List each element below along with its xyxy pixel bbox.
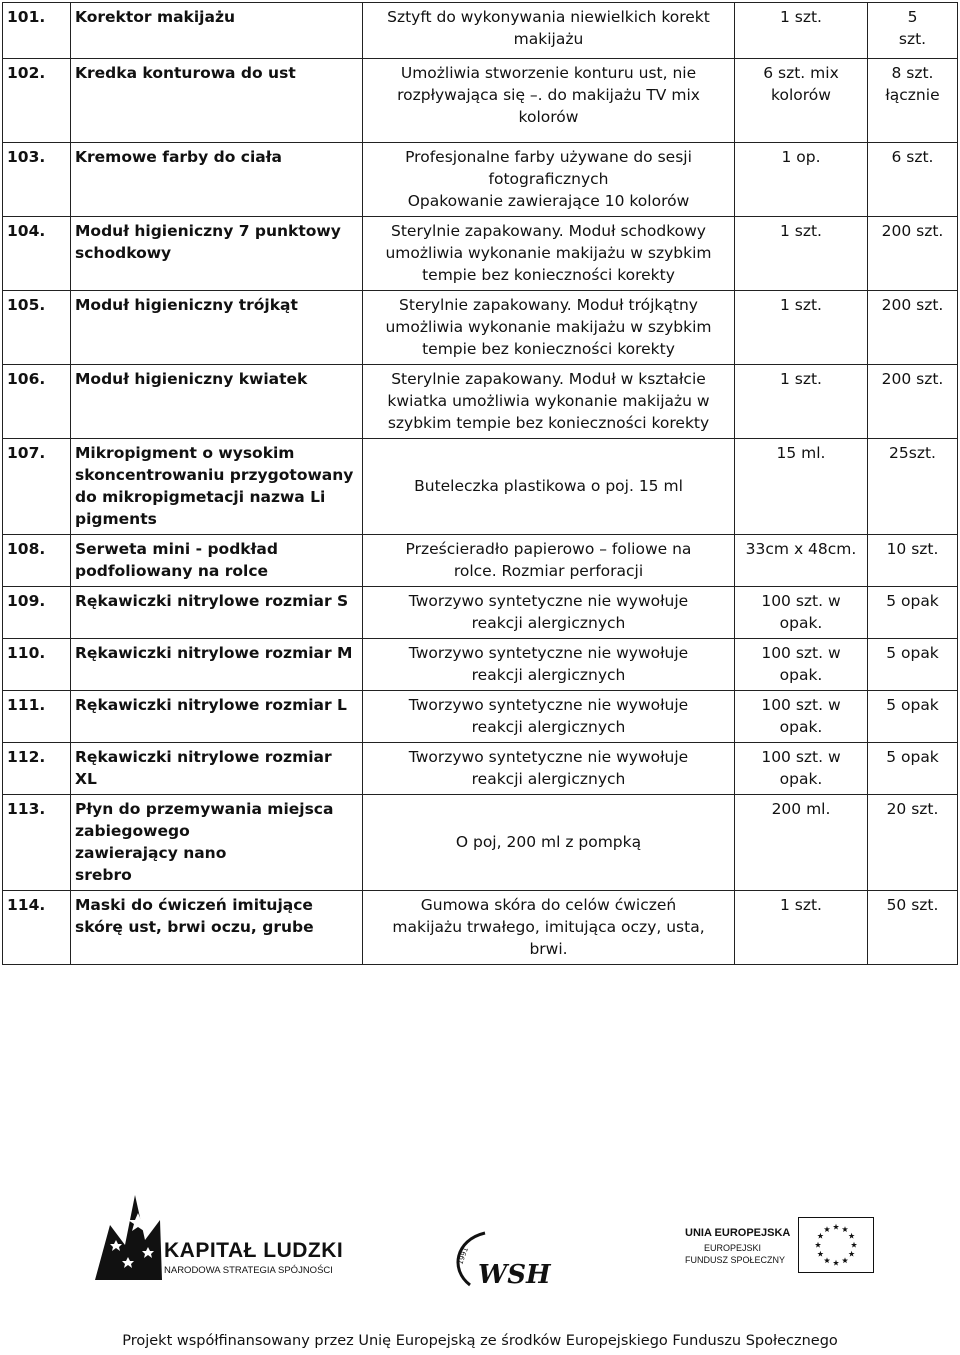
table-row: [3, 3, 958, 59]
ue-logo: [680, 1205, 880, 1285]
item-unit-quantity-line: 33cm x 48cm.: [745, 540, 857, 558]
item-description-line: Sztyft do wykonywania niewielkich korekt: [387, 8, 710, 26]
table-row: [3, 365, 958, 439]
item-description-line: umożliwia wykonanie makijażu w szybkim: [385, 318, 712, 336]
item-description-line: rolce. Rozmiar perforacji: [453, 562, 644, 580]
item-description: [363, 587, 735, 639]
item-unit-quantity-line: 100 szt. w: [761, 644, 841, 662]
item-name-line: Moduł higieniczny 7 punktowy: [75, 222, 341, 240]
item-name: [71, 795, 363, 891]
item-unit-quantity: [735, 291, 868, 365]
item-unit-quantity: [735, 3, 868, 59]
item-number: 108.: [3, 535, 71, 587]
item-total-quantity: [868, 743, 958, 795]
item-total-quantity: [868, 365, 958, 439]
item-description-line: Sterylnie zapakowany. Moduł schodkowy: [391, 222, 706, 240]
item-unit-quantity-line: 100 szt. w: [761, 696, 841, 714]
item-total-quantity-line: 5 opak: [886, 748, 939, 766]
item-name-line: Korektor makijażu: [75, 8, 236, 26]
item-total-quantity-line: 6 szt.: [891, 148, 934, 166]
item-name: [71, 891, 363, 965]
item-number: 110.: [3, 639, 71, 691]
wsh-emblem-icon: [440, 1225, 560, 1295]
item-description-line: Buteleczka plastikowa o poj. 15 ml: [414, 477, 683, 495]
item-description: [363, 795, 735, 891]
item-unit-quantity: [735, 59, 868, 143]
item-unit-quantity: [735, 217, 868, 291]
eu-flag-icon: [798, 1217, 874, 1273]
table-row: [3, 535, 958, 587]
item-unit-quantity: [735, 587, 868, 639]
item-total-quantity: [868, 217, 958, 291]
item-description-line: szybkim tempie bez konieczności korekty: [387, 414, 710, 432]
item-name: [71, 291, 363, 365]
item-total-quantity-line: 200 szt.: [881, 222, 944, 240]
item-total-quantity: [868, 691, 958, 743]
item-total-quantity-line: 5 opak: [886, 592, 939, 610]
item-unit-quantity-line: 100 szt. w: [761, 748, 841, 766]
item-description-line: reakcji alergicznych: [471, 666, 626, 684]
table-row: [3, 743, 958, 795]
item-description-line: brwi.: [529, 940, 568, 958]
item-unit-quantity-line: 1 szt.: [779, 222, 822, 240]
item-unit-quantity-line: 1 szt.: [779, 896, 822, 914]
item-name-line: Moduł higieniczny kwiatek: [75, 370, 308, 388]
item-total-quantity: [868, 3, 958, 59]
item-unit-quantity: [735, 439, 868, 535]
item-name-line: Rękawiczki nitrylowe rozmiar XL: [75, 748, 332, 788]
item-number: 102.: [3, 59, 71, 143]
item-number: 111.: [3, 691, 71, 743]
table-row: [3, 891, 958, 965]
item-description-line: Tworzywo syntetyczne nie wywołuje: [408, 696, 689, 714]
item-name-line: Rękawiczki nitrylowe rozmiar S: [75, 592, 349, 610]
item-unit-quantity: [735, 891, 868, 965]
item-name-line: schodkowy: [75, 244, 172, 262]
item-description-line: Tworzywo syntetyczne nie wywołuje: [408, 592, 689, 610]
item-name-line: zawierający nano: [75, 844, 227, 862]
item-unit-quantity-line: 1 op.: [781, 148, 821, 166]
item-description: [363, 639, 735, 691]
item-unit-quantity-line: 15 ml.: [776, 444, 826, 462]
item-name: [71, 587, 363, 639]
item-description-line: reakcji alergicznych: [471, 718, 626, 736]
kapital-ludzki-logo: [90, 1185, 344, 1285]
item-unit-quantity-line: 1 szt.: [779, 370, 822, 388]
item-number: 103.: [3, 143, 71, 217]
item-description-line: Prześcieradło papierowo – foliowe na: [405, 540, 692, 558]
item-total-quantity-line: 5 opak: [886, 696, 939, 714]
item-total-quantity: [868, 639, 958, 691]
item-name-line: Płyn do przemywania miejsca: [75, 800, 334, 818]
item-unit-quantity-line: opak.: [779, 718, 823, 736]
item-number: 101.: [3, 3, 71, 59]
item-name-line: Mikropigment o wysokim: [75, 444, 295, 462]
item-number: 112.: [3, 743, 71, 795]
item-description-line: Opakowanie zawierające 10 kolorów: [407, 192, 690, 210]
item-description-line: Profesjonalne farby używane do sesji: [405, 148, 692, 166]
item-name: [71, 143, 363, 217]
item-name-line: Rękawiczki nitrylowe rozmiar L: [75, 696, 347, 714]
item-description-line: Umożliwia stworzenie konturu ust, nie: [400, 64, 697, 82]
wsh-year: 1991: [456, 1246, 470, 1266]
item-unit-quantity-line: 100 szt. w: [761, 592, 841, 610]
item-description-line: Sterylnie zapakowany. Moduł w kształcie: [391, 370, 706, 388]
item-number: 113.: [3, 795, 71, 891]
kapital-ludzki-title: KAPITAŁ LUDZKI: [164, 1239, 344, 1262]
item-unit-quantity-line: opak.: [779, 666, 823, 684]
item-total-quantity-line: szt.: [898, 30, 927, 48]
item-name: [71, 217, 363, 291]
item-name-line: skoncentrowaniu przygotowany: [75, 466, 354, 484]
item-description-line: makijażu: [513, 30, 584, 48]
ue-line2: EUROPEJSKI: [703, 1243, 761, 1253]
wsh-text: WSH: [478, 1260, 551, 1290]
item-name-line: Serweta mini - podkład: [75, 540, 278, 558]
kapital-ludzki-emblem-icon: [90, 1185, 170, 1285]
table-row: [3, 691, 958, 743]
item-description: [363, 143, 735, 217]
item-total-quantity-line: 200 szt.: [881, 370, 944, 388]
item-total-quantity-line: 20 szt.: [886, 800, 939, 818]
table-row: [3, 217, 958, 291]
ue-line1: UNIA EUROPEJSKA: [685, 1227, 791, 1239]
item-total-quantity: [868, 439, 958, 535]
item-unit-quantity-line: 6 szt. mix: [763, 64, 839, 82]
item-total-quantity-line: 10 szt.: [886, 540, 939, 558]
table-row: [3, 143, 958, 217]
item-unit-quantity: [735, 795, 868, 891]
item-name-line: Kremowe farby do ciała: [75, 148, 282, 166]
item-name-line: Maski do ćwiczeń imitujące: [75, 896, 313, 914]
item-description: [363, 439, 735, 535]
item-description-line: rozpływająca się –. do makijażu TV mix: [397, 86, 700, 104]
item-unit-quantity-line: 200 ml.: [771, 800, 831, 818]
item-description-line: O poj, 200 ml z pompką: [455, 833, 642, 851]
item-description-line: Sterylnie zapakowany. Moduł trójkątny: [399, 296, 698, 314]
item-total-quantity-line: 25szt.: [889, 444, 936, 462]
item-name-line: pigments: [75, 510, 157, 528]
item-total-quantity-line: 50 szt.: [886, 896, 939, 914]
item-number: 107.: [3, 439, 71, 535]
item-name: [71, 3, 363, 59]
item-name-line: zabiegowego: [75, 822, 190, 840]
kapital-ludzki-subtitle: NARODOWA STRATEGIA SPÓJNOŚCI: [164, 1265, 333, 1276]
table-row: [3, 291, 958, 365]
item-name-line: Rękawiczki nitrylowe rozmiar M: [75, 644, 353, 662]
item-description-line: Tworzywo syntetyczne nie wywołuje: [408, 748, 689, 766]
item-description-line: tempie bez konieczności korekty: [422, 340, 675, 358]
item-number: 104.: [3, 217, 71, 291]
item-description-line: Tworzywo syntetyczne nie wywołuje: [408, 644, 689, 662]
item-description-line: Gumowa skóra do celów ćwiczeń: [420, 896, 677, 914]
item-number: 109.: [3, 587, 71, 639]
table-row: [3, 639, 958, 691]
wsh-logo: [440, 1225, 560, 1295]
item-total-quantity: [868, 587, 958, 639]
item-total-quantity: [868, 59, 958, 143]
item-name: [71, 535, 363, 587]
item-description-line: tempie bez konieczności korekty: [422, 266, 675, 284]
item-unit-quantity: [735, 365, 868, 439]
item-description-line: fotograficznych: [488, 170, 609, 188]
item-name-line: Moduł higieniczny trójkąt: [75, 296, 298, 314]
item-description: [363, 59, 735, 143]
item-total-quantity-line: łącznie: [885, 86, 940, 104]
item-name: [71, 639, 363, 691]
item-name: [71, 691, 363, 743]
ue-line3: FUNDUSZ SPOŁECZNY: [685, 1255, 786, 1265]
footer-note: Projekt współfinansowany przez Unię Europejską ze środków Europejskiego Funduszu Społecznego: [122, 1333, 838, 1349]
table-row: [3, 439, 958, 535]
item-description-line: makijażu trwałego, imitująca oczy, usta,: [392, 918, 705, 936]
item-unit-quantity-line: opak.: [779, 770, 823, 788]
item-total-quantity-line: 8 szt.: [891, 64, 934, 82]
item-number: 114.: [3, 891, 71, 965]
item-unit-quantity: [735, 639, 868, 691]
item-unit-quantity: [735, 535, 868, 587]
item-number: 105.: [3, 291, 71, 365]
item-description: [363, 365, 735, 439]
item-name-line: Kredka konturowa do ust: [75, 64, 296, 82]
table-row: [3, 59, 958, 143]
item-total-quantity: [868, 891, 958, 965]
item-name-line: podfoliowany na rolce: [75, 562, 269, 580]
item-description-line: umożliwia wykonanie makijażu w szybkim: [385, 244, 712, 262]
item-unit-quantity-line: kolorów: [771, 86, 831, 104]
item-name-line: do mikropigmetacji nazwa Li: [75, 488, 326, 506]
item-unit-quantity-line: opak.: [779, 614, 823, 632]
item-description: [363, 535, 735, 587]
item-total-quantity: [868, 535, 958, 587]
item-name: [71, 439, 363, 535]
item-description: [363, 3, 735, 59]
item-total-quantity: [868, 143, 958, 217]
item-description-line: reakcji alergicznych: [471, 614, 626, 632]
item-name-line: skórę ust, brwi oczu, grube: [75, 918, 314, 936]
item-unit-quantity: [735, 743, 868, 795]
item-description: [363, 217, 735, 291]
item-description: [363, 691, 735, 743]
item-name: [71, 59, 363, 143]
item-total-quantity: [868, 291, 958, 365]
item-description-line: kwiatka umożliwia wykonanie makijażu w: [387, 392, 710, 410]
item-total-quantity-line: 200 szt.: [881, 296, 944, 314]
item-total-quantity: [868, 795, 958, 891]
item-description: [363, 291, 735, 365]
equipment-table: [2, 2, 958, 965]
item-description-line: kolorów: [518, 108, 579, 126]
logos-bar: [0, 1185, 960, 1295]
item-name: [71, 743, 363, 795]
item-total-quantity-line: 5 opak: [886, 644, 939, 662]
item-description: [363, 743, 735, 795]
table-row: [3, 587, 958, 639]
item-name: [71, 365, 363, 439]
item-unit-quantity: [735, 691, 868, 743]
item-total-quantity-line: 5: [907, 8, 918, 26]
item-description-line: reakcji alergicznych: [471, 770, 626, 788]
item-name-line: srebro: [75, 866, 132, 884]
item-number: 106.: [3, 365, 71, 439]
item-unit-quantity-line: 1 szt.: [779, 296, 822, 314]
item-unit-quantity-line: 1 szt.: [779, 8, 822, 26]
table-row: [3, 795, 958, 891]
item-unit-quantity: [735, 143, 868, 217]
item-description: [363, 891, 735, 965]
